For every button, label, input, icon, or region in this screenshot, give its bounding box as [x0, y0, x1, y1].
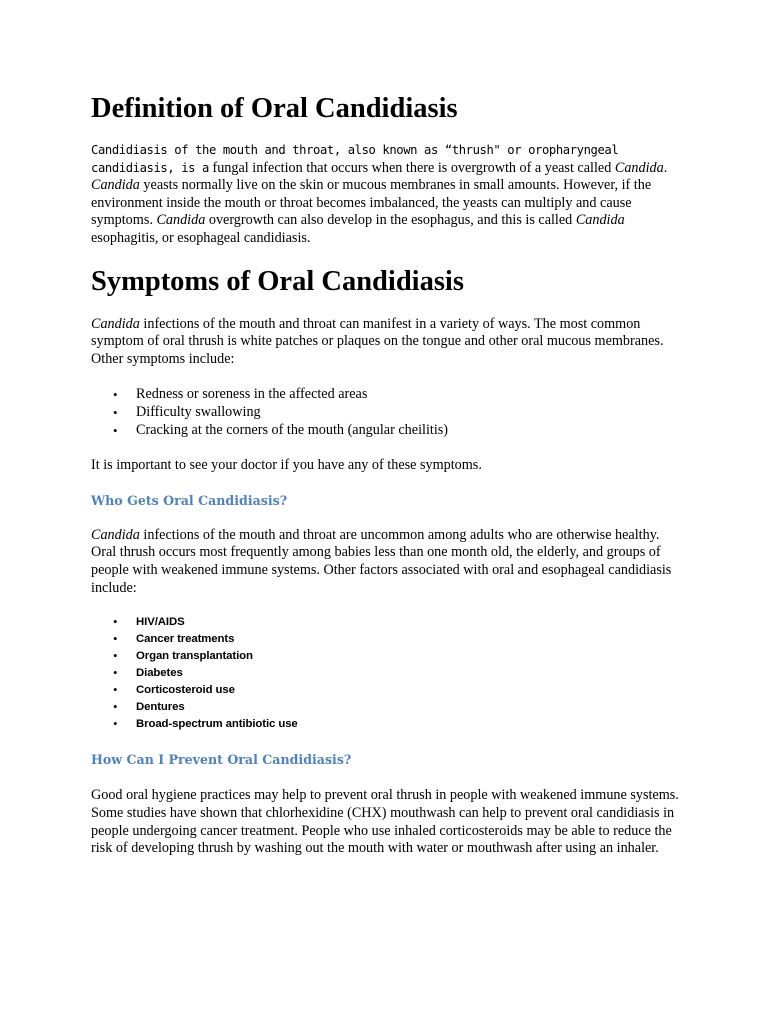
list-item: • Dentures: [91, 699, 687, 716]
risk-factors-list: [91, 614, 687, 732]
document-body: [91, 88, 687, 858]
list-item: • Organ transplantation: [91, 648, 687, 665]
definition-text-a: fungal infection that occurs when there is overgrowth of a yeast called: [212, 159, 615, 176]
who-gets-paragraph: [91, 527, 687, 597]
symptoms-closing: It is important to see your doctor if you have any of these symptoms.: [91, 457, 482, 474]
candida-term: Candida: [91, 177, 140, 194]
definition-text-c: overgrowth can also develop in the esophagus, and this is called: [205, 212, 576, 229]
candida-term: Candida: [575, 212, 625, 229]
list-item: • Broad-spectrum antibiotic use: [91, 716, 687, 733]
candida-term: Candida: [156, 212, 206, 229]
heading-definition: Definition of Oral Candidiasis: [91, 93, 458, 124]
who-gets-text: infections of the mouth and throat are uncommon among adults who are otherwise healthy. Oral thrush occurs most frequently among babies less than one month old, the elderly, and groups of people with weakened immune systems. Other factors associated with oral and esophageal candidiasis include:: [91, 526, 672, 596]
heading-prevent: How Can I Prevent Oral Candidiasis?: [91, 752, 352, 768]
definition-dot: .: [663, 159, 668, 176]
heading-symptoms: Symptoms of Oral Candidiasis: [91, 265, 464, 297]
list-item: • Difficulty swallowing: [91, 404, 687, 422]
symptoms-paragraph: [91, 316, 687, 369]
symptoms-text: infections of the mouth and throat can manifest in a variety of ways. The most common symptom of oral thrush is white patches or plaques on the tongue and other oral mucous membranes. Other symptoms include:: [91, 315, 664, 367]
definition-intro-text: Candidiasis of the mouth and throat, also known as “thrush" or oropharyngeal candidiasis, is a: [91, 143, 619, 175]
heading-who-gets: Who Gets Oral Candidiasis?: [91, 492, 288, 508]
candida-term: Candida: [91, 526, 140, 543]
list-item: • HIV/AIDS: [91, 614, 687, 631]
definition-text-d: esophagitis, or esophageal candidiasis.: [91, 229, 311, 246]
symptoms-list: [91, 386, 687, 439]
definition-text-b: yeasts normally live on the skin or mucous membranes in small amounts. However, if the environment inside the mouth or throat becomes imbalanced, the yeasts can multiply and cause symptoms.: [91, 177, 652, 229]
list-item: • Redness or soreness in the affected areas: [91, 386, 687, 404]
list-item: • Cancer treatments: [91, 631, 687, 648]
candida-term: Candida: [614, 159, 664, 176]
definition-paragraph: [91, 142, 687, 248]
list-item: • Corticosteroid use: [91, 682, 687, 699]
list-item: • Diabetes: [91, 665, 687, 682]
candida-term: Candida: [91, 315, 140, 332]
prevent-paragraph: Good oral hygiene practices may help to prevent oral thrush in people with weakened immune systems. Some studies have shown that chlorhexidine (CHX) mouthwash can help to prevent oral candidiasis in people undergoing cancer treatment. People who use inhaled corticosteroids may be able to reduce the risk of developing thrush by washing out the mouth with water or mouthwash after using an inhaler.: [91, 787, 679, 857]
list-item: • Cracking at the corners of the mouth (angular cheilitis): [91, 422, 687, 440]
